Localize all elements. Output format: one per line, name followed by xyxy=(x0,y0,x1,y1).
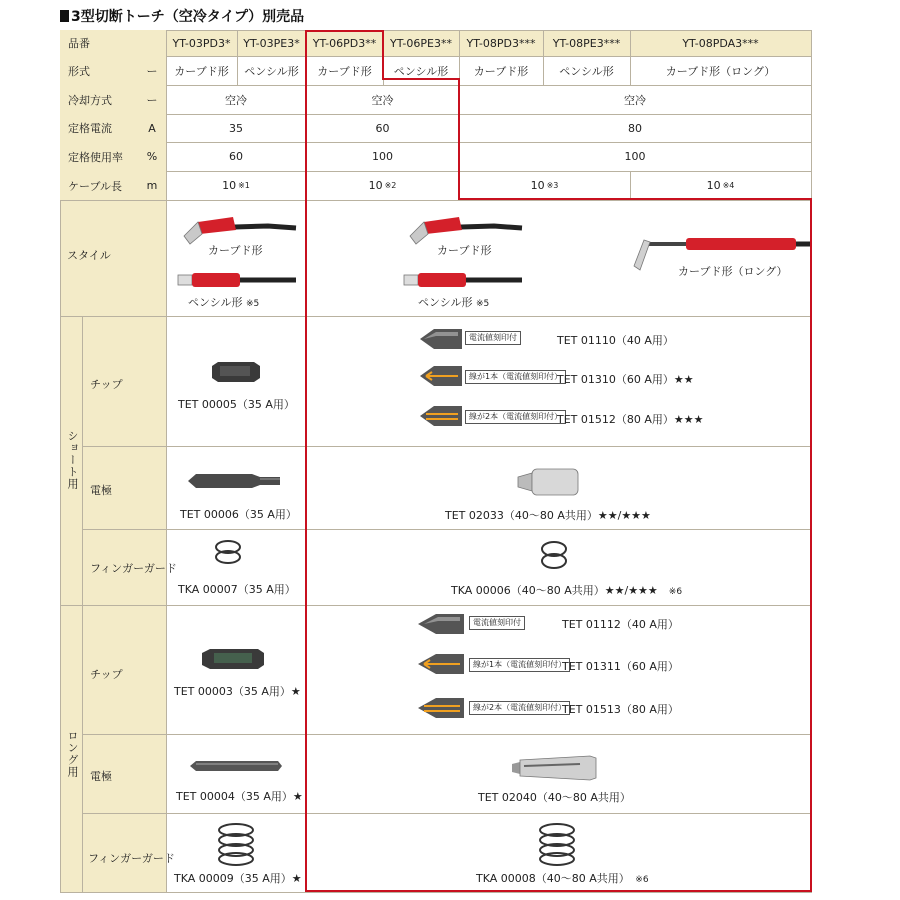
short-guard-label: フィンガーガード xyxy=(90,562,177,575)
model-yt06pe3: YT-06PE3** xyxy=(390,36,452,50)
form-value: カーブド形 xyxy=(317,64,372,78)
long-tip-label: チップ xyxy=(90,668,123,681)
row-label-form: 形式 xyxy=(60,56,138,85)
pencil-label: ペンシル形 ※5 xyxy=(188,296,260,309)
row-label-cooling: 冷却方式 xyxy=(60,85,138,114)
short-tip-label: チップ xyxy=(90,378,123,391)
model-yt06pd3: YT-06PD3** xyxy=(312,36,377,50)
tip-badge: 線が1本（電流値刻印付） xyxy=(469,658,570,672)
long-electrode-left-code: TET 00004（35 A用）★ xyxy=(176,790,303,803)
long-guard-right-code: TKA 00008（40〜80 A共用） ※6 xyxy=(476,872,649,885)
cable-value: 10 ※3 xyxy=(530,179,559,192)
header-label: 品番 xyxy=(60,30,166,56)
section-label-style: スタイル xyxy=(67,249,111,262)
short-tip-left-code: TET 00005（35 A用） xyxy=(178,398,295,411)
duty-value: 100 xyxy=(624,150,646,163)
long-guard-label: フィンガーガード xyxy=(88,852,175,865)
cable-value: 10 ※4 xyxy=(706,179,735,192)
group-label-long: ロング用 xyxy=(66,730,79,778)
row-label-cable: ケーブル長 xyxy=(60,171,138,200)
current-value: 35 xyxy=(229,121,243,135)
curved-label: カーブド形 xyxy=(208,244,263,257)
short-electrode-left-code: TET 00006（35 A用） xyxy=(180,508,297,521)
row-unit-form: ー xyxy=(138,56,166,85)
row-unit-cable: m xyxy=(138,171,166,200)
group-label-short: ショート用 xyxy=(66,430,79,490)
page-title: 3型切断トーチ（空冷タイプ）別売品 xyxy=(60,6,304,26)
row-unit-cooling: ー xyxy=(138,85,166,114)
model-yt08pda3: YT-08PDA3*** xyxy=(682,36,759,50)
short-tip-code: TET 01110（40 A用） xyxy=(557,334,674,347)
short-guard-right-code: TKA 00006（40〜80 A共用）★★/★★★ ※6 xyxy=(451,584,683,597)
long-tip-left-code: TET 00003（35 A用）★ xyxy=(174,685,301,698)
long-guard-left-code: TKA 00009（35 A用）★ xyxy=(174,872,302,885)
pencil-label: ペンシル形 ※5 xyxy=(418,296,490,309)
long-electrode-label: 電極 xyxy=(90,770,112,783)
tip-badge: 電流値刻印付 xyxy=(469,616,525,630)
short-guard-left-code: TKA 00007（35 A用） xyxy=(178,583,296,596)
row-unit-duty: % xyxy=(138,142,166,171)
short-electrode-label: 電極 xyxy=(90,484,112,497)
short-tip-code: TET 01512（80 A用）★★★ xyxy=(557,413,704,426)
current-value: 80 xyxy=(628,121,642,135)
long-tip-code: TET 01311（60 A用） xyxy=(562,660,679,673)
long-electrode-right-code: TET 02040（40〜80 A共用） xyxy=(478,791,631,804)
form-value: カーブド形（ロング） xyxy=(665,64,776,78)
model-yt03pd3: YT-03PD3* xyxy=(172,36,231,50)
model-yt08pd3: YT-08PD3*** xyxy=(466,36,536,50)
row-label-current: 定格電流 xyxy=(60,114,138,142)
form-value: ペンシル形 xyxy=(244,64,299,78)
model-yt03pe3: YT-03PE3* xyxy=(243,36,300,50)
row-label-duty: 定格使用率 xyxy=(60,142,138,171)
row-unit-current: A xyxy=(138,114,166,142)
tip-badge: 線が1本（電流値刻印付） xyxy=(465,370,566,384)
cooling-value: 空冷 xyxy=(624,93,646,107)
duty-value: 100 xyxy=(372,150,393,163)
cable-value: 10 ※2 xyxy=(368,179,397,192)
tip-badge: 線が2本（電流値刻印付） xyxy=(469,701,570,715)
tip-badge: 電流値刻印付 xyxy=(465,331,521,345)
cooling-value: 空冷 xyxy=(371,93,394,107)
model-yt08pe3: YT-08PE3*** xyxy=(552,36,621,50)
curved-long-label: カーブド形（ロング） xyxy=(678,265,788,278)
form-value: カーブド形 xyxy=(473,64,529,78)
cooling-value: 空冷 xyxy=(225,93,247,107)
cable-value: 10 ※1 xyxy=(222,179,250,192)
duty-value: 60 xyxy=(229,150,243,163)
curved-label: カーブド形 xyxy=(437,244,492,257)
long-tip-code: TET 01112（40 A用） xyxy=(562,618,679,631)
short-electrode-right-code: TET 02033（40〜80 A共用）★★/★★★ xyxy=(445,509,651,522)
form-value: ペンシル形 xyxy=(559,64,614,78)
current-value: 60 xyxy=(375,121,390,135)
short-tip-code: TET 01310（60 A用）★★ xyxy=(557,373,694,386)
form-value: ペンシル形 xyxy=(393,64,449,78)
long-tip-code: TET 01513（80 A用） xyxy=(562,703,679,716)
tip-badge: 線が2本（電流値刻印付） xyxy=(465,410,566,424)
form-value: カーブド形 xyxy=(174,64,229,78)
